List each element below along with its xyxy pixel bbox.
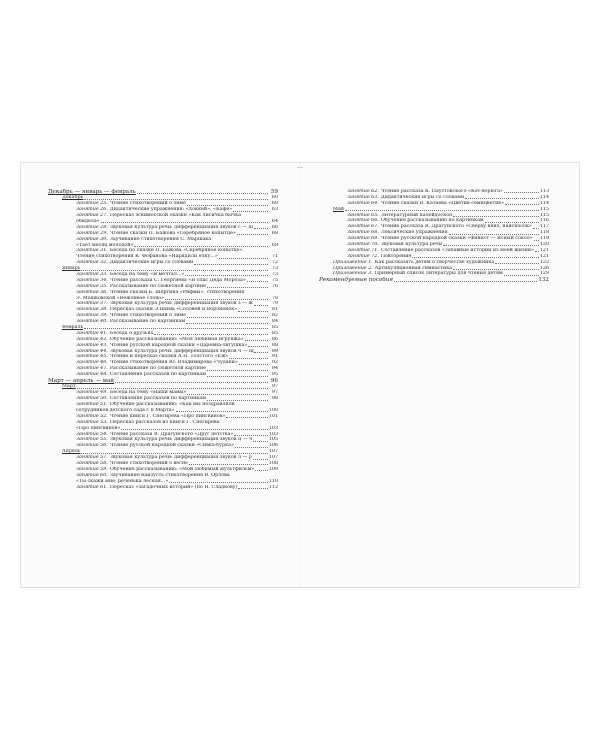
toc-entry-label: Занятие 43. [76, 342, 108, 348]
toc-entry-title: Чтение книги Г. Снегирева «Про пингвинов» [109, 413, 226, 419]
toc-entry-label: Занятие 65. [347, 212, 379, 218]
toc-entry-page: 112 [268, 484, 278, 490]
toc-entry-page: 97 [271, 390, 278, 396]
toc-entry-page: 72 [271, 260, 278, 266]
toc-entry-title: Дидактические игры со словами [380, 194, 465, 200]
toc-entry-label: Занятие 25. [76, 201, 108, 207]
toc-entry-page: 79 [271, 301, 278, 307]
toc-entry-title: Обучение рассказыванию по картинкам [380, 218, 484, 224]
toc-entry-title: Пересказ рассказов из книги Г. Снегирева [109, 419, 220, 425]
toc-entry-title: Составление рассказов по картинкам [109, 396, 206, 402]
toc-entry-label: Занятие 68. [347, 230, 379, 236]
dot-leader [253, 459, 268, 460]
dot-leader [238, 488, 267, 489]
center-mark [297, 167, 303, 168]
toc-entry-page: 101 [268, 413, 278, 419]
toc-entry-label: Занятие 31. [76, 248, 108, 254]
toc-entry-label: Занятие 49. [76, 390, 108, 396]
toc-entry-label: Занятие 39. [76, 313, 108, 319]
toc-entry-label: Занятие 53. [76, 419, 108, 425]
toc-entry-title: Рекомендуемые пособия [319, 277, 393, 284]
toc-entry-label: Занятие 70. [347, 242, 379, 247]
toc-entry-label: Занятие 61. [76, 484, 108, 490]
dot-leader [245, 340, 268, 341]
toc-entry-page: 97 [271, 384, 278, 390]
toc-entry-title: Составление рассказов по картинкам [109, 372, 206, 378]
toc-entry-title: Чтение русской народной сказки «Финист — Ясный сокол» [380, 236, 533, 242]
dot-leader [137, 193, 268, 194]
dot-leader [255, 470, 268, 471]
toc-entry-label: Занятие 29. [76, 230, 108, 236]
dot-leader [453, 269, 539, 270]
toc-entry-label: Занятие 42. [76, 336, 108, 342]
toc-entry-label: Занятие 69. [347, 236, 379, 242]
toc-entry-label: Занятие 48. [76, 372, 108, 378]
toc-entry-page: 85 [271, 330, 278, 336]
dot-leader [534, 240, 539, 241]
toc-entry-page: 108 [268, 460, 278, 466]
dot-leader [485, 222, 539, 223]
dot-leader [101, 222, 268, 223]
dot-leader [533, 228, 539, 229]
toc-entry-title: Литературный калейдоскоп [380, 212, 453, 218]
toc-entry-title: Рассказывание по сюжетной картине [109, 366, 206, 372]
toc-entry-title: Артикуляционная гимнастика [374, 265, 453, 271]
dot-leader [465, 198, 539, 199]
dot-leader [254, 305, 268, 306]
toc-entry-title: Чтение стихотворений о весне [109, 460, 188, 466]
toc-entry-title: Март [62, 384, 76, 390]
toc-entry-title: Чтение рассказа В. Драгунского «Сверху вниз, наискосок» [380, 224, 532, 230]
dot-leader [189, 464, 268, 465]
toc-entry-page: 78 [271, 295, 278, 301]
toc-entry-title: Беседа на тему «Наши мамы» [109, 390, 187, 396]
toc-entry-page: 71 [271, 254, 278, 260]
dot-leader [412, 257, 539, 258]
toc-entry-label: Занятие 55. [76, 437, 108, 443]
toc-entry-page: 105 [268, 437, 278, 443]
toc-entry-label: Занятие 63. [347, 194, 379, 200]
toc-entry-label: Приложение 1. [333, 259, 373, 265]
dot-leader [443, 245, 539, 246]
dot-leader [207, 287, 268, 288]
toc-entry-label: Занятие 28. [76, 224, 108, 230]
toc-entry-label: Занятие 57. [76, 455, 108, 461]
toc-entry-page: 85 [271, 324, 278, 330]
toc-entry-page: 91 [271, 354, 278, 360]
dot-leader [185, 275, 268, 276]
dot-leader [238, 311, 268, 312]
toc-entry-page: 68 [271, 230, 278, 236]
toc-entry-title: Обучение рассказыванию: «Моя любимая игрушка» [109, 336, 244, 342]
toc-entry-page: 73 [271, 266, 278, 272]
toc-entry-title: Звуковая культура речи: дифференциация звуков л — р [109, 455, 252, 461]
toc-entry-title: Как рассказать детям о творчестве художника [374, 259, 495, 265]
toc-entry-title: Чтение рассказа К. Паустовского «Кот-ворюга» [380, 189, 503, 194]
dot-leader [235, 447, 268, 448]
toc-entry-page: 107 [268, 455, 278, 461]
toc-right-column [319, 189, 549, 284]
toc-entry-title: Обучение рассказыванию: «Как мы поздравляли [109, 402, 235, 408]
toc-entry-label: Занятие 45. [76, 354, 108, 360]
toc-entry-title: Март — апрель — май [48, 378, 115, 384]
toc-entry-label: Занятие 51. [76, 402, 108, 408]
dot-leader [187, 317, 268, 318]
toc-entry-page: 98 [271, 396, 278, 402]
dot-leader [345, 210, 539, 211]
dot-leader [84, 199, 268, 200]
toc-entry-page: 69 [271, 242, 278, 248]
toc-entry-page: 110 [268, 478, 278, 484]
toc-entry-label: Занятие 60. [76, 472, 108, 478]
toc-entry-page: 106 [268, 443, 278, 449]
dot-leader [186, 323, 268, 324]
toc-entry-page: 73 [271, 271, 278, 277]
toc-entry-page: 103 [268, 425, 278, 431]
dot-leader [194, 264, 268, 265]
toc-entry-page: 109 [268, 466, 278, 472]
dot-leader [239, 364, 268, 365]
toc-entry-title: Чтение рассказа С. Георгиева «Я спас Деда Мороза» [109, 277, 246, 283]
dot-leader [187, 394, 268, 395]
dot-leader [207, 370, 268, 371]
toc-entry-page: 95 [271, 372, 278, 378]
toc-entry-title: Э. Мошковской «Вежливое слово» [76, 295, 164, 301]
toc-entry-page: 86 [271, 336, 278, 342]
toc-entry-title: Звуковая культура речи: дифференциация звуков з — ж [109, 301, 253, 307]
dot-leader [84, 328, 268, 329]
toc-entry-page: 115 [539, 212, 549, 218]
toc-entry-label: Занятие 44. [76, 348, 108, 354]
toc-entry-title: Чтение сказки П. Бажова «Серебряное копытце» [109, 230, 236, 236]
toc-entry-title: Дидактические игры со словами [109, 260, 194, 266]
toc-entry-page: 114 [539, 200, 549, 206]
toc-entry-page: 129 [539, 271, 549, 277]
dot-leader [234, 435, 267, 436]
toc-entry-label: Занятие 58. [76, 460, 108, 466]
toc-left-column [48, 189, 278, 490]
toc-entry-page: 92 [271, 360, 278, 366]
toc-entry-page: 122 [539, 259, 549, 265]
dot-leader [81, 270, 268, 271]
toc-entry-label: Занятие 37. [76, 301, 108, 307]
dot-leader [207, 400, 268, 401]
toc-entry-page: 120 [539, 242, 549, 247]
toc-entry-title: Примерный список литературы для чтения детям [374, 271, 503, 277]
toc-entry-page: 89 [271, 348, 278, 354]
dot-leader [207, 376, 268, 377]
dot-leader [233, 211, 268, 212]
toc-entry-title: Пересказ эскимосской сказки «Как лисичка бычка [109, 213, 241, 219]
dot-leader [77, 388, 269, 389]
toc-entry-title: Заучивание наизусть стихотворения В. Орлова [109, 472, 230, 478]
toc-entry-label: Приложение 2. [333, 265, 373, 271]
toc-entry-title: Чтение рассказа В. Драгунского «Друг детства» [109, 431, 234, 437]
toc-entry-label: Занятие 54. [76, 431, 108, 437]
toc-entry-label: Занятие 50. [76, 396, 108, 402]
toc-entry-title: Чтение русской народной сказки «Сивка-бурка» [109, 443, 234, 449]
dot-leader [169, 482, 268, 483]
dot-leader [535, 251, 539, 252]
toc-entry-title: Рассказывание по сюжетной картине [109, 283, 206, 289]
toc-entry-title: Повторение [380, 253, 412, 259]
toc-entry-title: Беседа о друзьях [109, 330, 154, 336]
toc-entry-page: 126 [539, 265, 549, 271]
toc-entry-page: 64 [271, 218, 278, 224]
dot-leader [453, 216, 539, 217]
toc-entry-title: Беседа на тему «Я мечтал...» [109, 271, 185, 277]
toc-entry-title: Чтение стихотворения К. Фофанова «Нарядили елку...» [76, 254, 218, 260]
toc-entry-title: Чтение сказки В. Катаева «Цветик-семицветик» [380, 200, 505, 206]
toc-entry-page: 121 [539, 253, 549, 259]
toc-entry-label: Занятие 27. [76, 213, 108, 219]
toc-entry-title: Декабрь [62, 195, 84, 201]
dot-leader [495, 263, 539, 264]
toc-entry-label: Занятие 34. [76, 277, 108, 283]
toc-entry-title: Составление рассказов «Забавные истории из моей жизни» [380, 247, 534, 253]
toc-entry-title: «Ты скажи мне, реченька лесная...» [76, 478, 169, 484]
toc-entry-page: 66 [271, 224, 278, 230]
toc-entry-title: Январь [62, 266, 81, 272]
toc-entry-page: 60 [271, 195, 278, 201]
toc-entry-label: Занятие 36. [76, 289, 108, 295]
toc-entry-title: Пересказ «загадочных историй» (по Н. Сладкову) [109, 484, 238, 490]
toc-entry-page: 121 [539, 247, 549, 253]
toc-entry-title: Февраль [62, 324, 84, 330]
toc-entry-page: 132 [538, 277, 549, 284]
dot-leader [226, 417, 267, 418]
toc-entry-title: Чтение и пересказ сказки А.Н. Толстого «Еж» [109, 354, 229, 360]
toc-entry-page: 96 [270, 378, 278, 384]
toc-entry-title: Май [333, 206, 344, 212]
toc-entry-label: Занятие 56. [76, 443, 108, 449]
toc-entry-page: 59 [270, 189, 278, 195]
toc-entry-page: 103 [268, 431, 278, 437]
toc-entry-label: Приложение 3. [333, 271, 373, 277]
toc-entry-label: Занятие 71. [347, 247, 379, 253]
toc-entry-page: 84 [271, 319, 278, 325]
toc-entry-label: Занятие 72. [347, 253, 379, 259]
toc-entry-label: Занятие 67. [347, 224, 379, 230]
toc-entry-title: Чтение стихотворений о зиме [109, 201, 186, 207]
book-spread [20, 162, 580, 588]
dot-leader [254, 352, 268, 353]
dot-leader [229, 358, 268, 359]
toc-entry-page: 118 [539, 230, 549, 236]
toc-entry-title: Чтение русской народной сказки «Царевна-лягушка» [109, 342, 248, 348]
toc-entry-label: Занятие 40. [76, 319, 108, 325]
dot-leader [449, 234, 539, 235]
toc-entry-page: 107 [268, 449, 278, 455]
dot-leader [219, 258, 268, 259]
toc-entry-title: Декабрь — январь — февраль [48, 189, 136, 195]
toc-entry [319, 277, 549, 283]
toc-entry-title: Чтение стихотворения Ю. Владимирова «Чудаки» [109, 360, 238, 366]
dot-leader [154, 334, 268, 335]
dot-leader [253, 441, 268, 442]
toc-entry-page: 117 [539, 224, 549, 230]
toc-entry-label: Занятие 59. [76, 466, 108, 472]
toc-entry-label: Занятие 32. [76, 260, 108, 266]
toc-entry-page: 119 [539, 236, 549, 242]
toc-entry-title: Чтение сказки Б. Шергина «Рифмы», стихотворения [109, 289, 245, 295]
toc-entry-label: Занятие 33. [76, 271, 108, 277]
toc-entry-title: обидела» [76, 218, 100, 224]
toc-entry-page: 76 [271, 283, 278, 289]
dot-leader [134, 246, 268, 247]
toc-entry-label: Занятие 46. [76, 360, 108, 366]
toc-entry-title: Обучение рассказыванию: «Мой любимый мультфильм» [109, 466, 255, 472]
toc-entry-title: Звуковая культура речи: дифференциация звуков ч — щ [109, 348, 254, 354]
toc-entry-page: 113 [539, 189, 549, 194]
dot-leader [81, 453, 267, 454]
dot-leader [505, 204, 539, 205]
toc-entry-page: 81 [271, 307, 278, 313]
toc-entry-label: Занятие 66. [347, 218, 379, 224]
dot-leader [115, 382, 268, 383]
toc-entry-title: Дидактические упражнения: «Хоккей», «Кафе» [109, 207, 233, 213]
toc-entry-label: Занятие 62. [347, 189, 379, 194]
toc-entry-label: Занятие 52. [76, 413, 108, 419]
toc-entry-title: Рассказывание по картинкам [109, 319, 186, 325]
toc-entry-title: Звуковая культура речи [380, 242, 443, 247]
toc-entry-label: Занятие 41. [76, 330, 108, 336]
toc-entry-page: 63 [271, 207, 278, 213]
dot-leader [248, 346, 268, 347]
toc-entry-title: «Тает месяц молодой» [76, 242, 134, 248]
dot-leader [394, 281, 537, 282]
dot-leader [121, 429, 268, 430]
toc-entry-title: сотрудников детского сада с 8 Марта» [76, 407, 175, 413]
toc-entry-title: Лексические упражнения [380, 230, 448, 236]
toc-entry-page: 94 [271, 366, 278, 372]
toc-entry-page: 75 [271, 277, 278, 283]
toc-entry-label: Занятие 38. [76, 307, 108, 313]
toc-entry-label: Занятие 64. [347, 200, 379, 206]
toc-entry-page: 100 [268, 407, 278, 413]
toc-entry-title: Пересказ сказки Э.Шима «Соловей и Вороненок» [109, 307, 238, 313]
toc-entry-title: Апрель [62, 449, 81, 455]
toc-entry-title: «Про пингвинов» [76, 425, 121, 431]
toc-entry-title: Заучивание стихотворения С. Маршака [109, 236, 212, 242]
dot-leader [187, 205, 268, 206]
toc-entry-page: 88 [271, 342, 278, 348]
toc-entry-page: 60 [271, 201, 278, 207]
toc-entry-title: Чтение стихотворений о зиме [109, 313, 186, 319]
dot-leader [254, 228, 268, 229]
toc-entry-label: Занятие 26. [76, 207, 108, 213]
dot-leader [165, 299, 268, 300]
dot-leader [176, 411, 268, 412]
toc-entry-page: 115 [539, 206, 549, 212]
toc-entry-label: Занятие 47. [76, 366, 108, 372]
toc-entry-page: 82 [271, 313, 278, 319]
toc-entry [48, 485, 278, 491]
dot-leader [237, 234, 268, 235]
toc-entry-label: Занятие 30. [76, 236, 108, 242]
dot-leader [504, 192, 539, 193]
toc-entry-title: Звуковая культура речи: дифференциация звуков с — ш [109, 224, 253, 230]
toc-entry-page: 114 [539, 194, 549, 200]
toc-entry-title: Звуковая культура речи: дифференциация звуков ц — ч [109, 437, 253, 443]
toc-entry-page: 116 [539, 218, 549, 224]
page-gutter [300, 163, 301, 587]
dot-leader [247, 281, 268, 282]
dot-leader [504, 275, 539, 276]
toc-entry-title: Беседа по сказке П. Бажова «Серебряное копытце». [109, 248, 244, 254]
toc-entry-label: Занятие 35. [76, 283, 108, 289]
